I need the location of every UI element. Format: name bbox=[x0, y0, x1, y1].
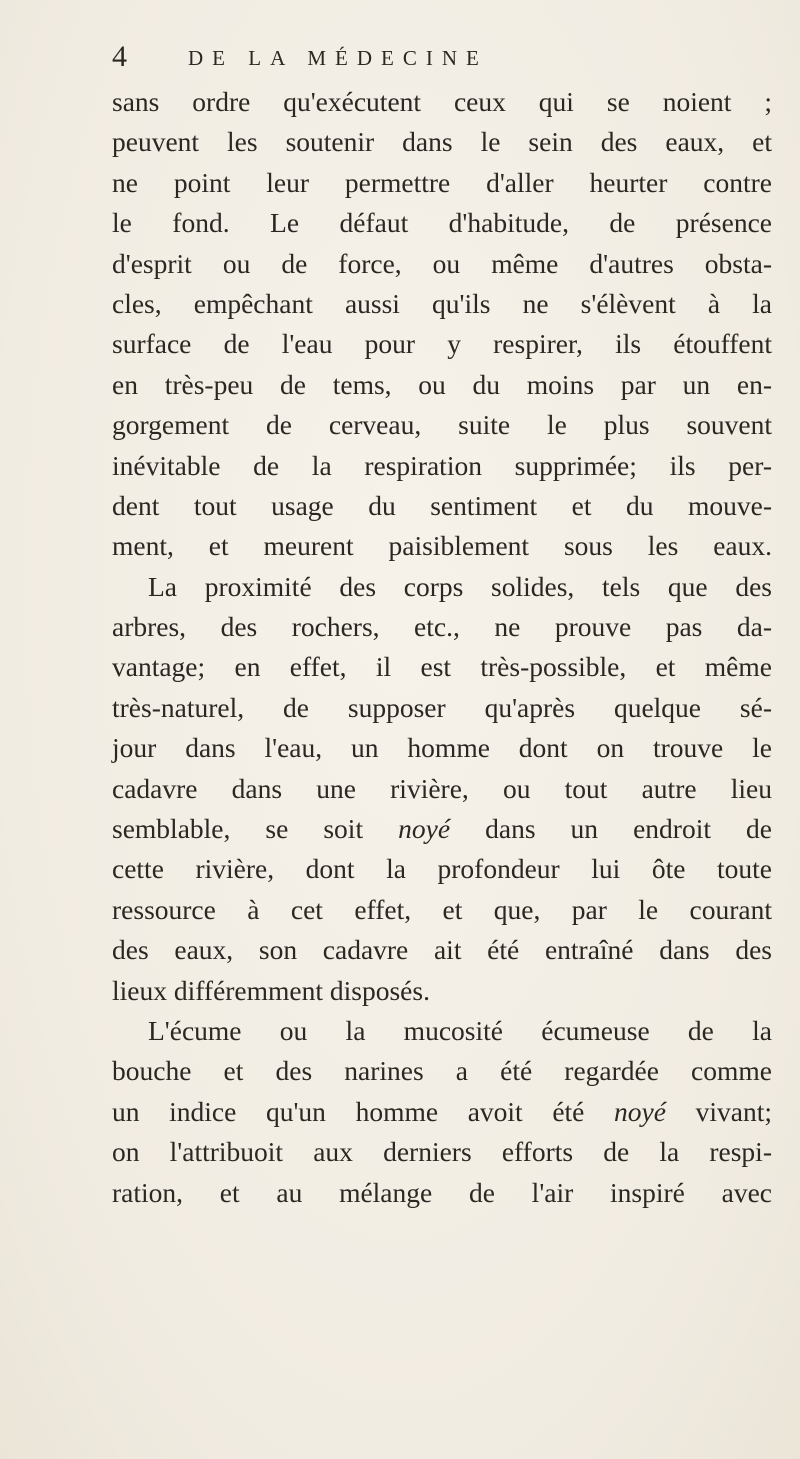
text-segment: semblable, se soit bbox=[112, 813, 364, 845]
text-line: très-naturel, de supposer qu'après quelque sé- bbox=[112, 691, 772, 723]
text-line: ressource à cet effet, et que, par le courant bbox=[112, 893, 772, 925]
text-line: cles, empêchant aussi qu'ils ne s'élèvent à la bbox=[112, 287, 772, 319]
running-head bbox=[112, 42, 772, 72]
paragraph-end-line: lieux différemment disposés. bbox=[112, 974, 430, 1006]
body-text bbox=[112, 82, 772, 1213]
text-line: inévitable de la respiration supprimée; ils per- bbox=[112, 449, 772, 481]
italic-word: noyé bbox=[614, 1095, 666, 1127]
text-line: ne point leur permettre d'aller heurter contre bbox=[112, 166, 772, 198]
text-line: d'esprit ou de force, ou même d'autres obsta- bbox=[112, 247, 772, 279]
text-line: le fond. Le défaut d'habitude, de présence bbox=[112, 207, 772, 239]
text-line-with-italic bbox=[112, 809, 772, 849]
text-line: surface de l'eau pour y respirer, ils étouffent bbox=[112, 328, 772, 360]
text-line: gorgement de cerveau, suite le plus souvent bbox=[112, 409, 772, 441]
paragraph-start-line: La proximité des corps solides, tels que des bbox=[148, 570, 772, 602]
text-line: cadavre dans une rivière, ou tout autre lieu bbox=[112, 772, 772, 804]
text-line: on l'attribuoit aux derniers efforts de la respi- bbox=[112, 1136, 772, 1168]
text-line: sans ordre qu'exécutent ceux qui se noient ; bbox=[112, 86, 772, 117]
italic-word: noyé bbox=[398, 813, 451, 845]
text-segment: un indice qu'un homme avoit été bbox=[112, 1095, 585, 1127]
text-segment: dans un endroit de bbox=[485, 813, 772, 845]
text-line: cette rivière, dont la profondeur lui ôte toute bbox=[112, 853, 772, 885]
text-line: dent tout usage du sentiment et du mouve- bbox=[112, 489, 772, 521]
running-title: DE LA MÉDECINE bbox=[188, 46, 488, 70]
text-line: des eaux, son cadavre ait été entraîné dans des bbox=[112, 934, 772, 966]
text-segment: vivant; bbox=[695, 1095, 773, 1127]
text-line: ration, et au mélange de l'air inspiré avec bbox=[112, 1176, 772, 1208]
text-line: vantage; en effet, il est très-possible, et même bbox=[112, 651, 772, 683]
paragraph-start-line: L'écume ou la mucosité écumeuse de la bbox=[148, 1014, 772, 1046]
text-line: en très-peu de tems, ou du moins par un en- bbox=[112, 368, 772, 400]
text-line: peuvent les soutenir dans le sein des eaux, et bbox=[112, 126, 772, 158]
text-line: bouche et des narines a été regardée comme bbox=[112, 1055, 772, 1087]
text-line: ment, et meurent paisiblement sous les eaux. bbox=[112, 530, 772, 562]
page-number: 4 bbox=[112, 40, 127, 73]
text-line: jour dans l'eau, un homme dont on trouve le bbox=[112, 732, 772, 764]
text-line: arbres, des rochers, etc., ne prouve pas da- bbox=[112, 611, 772, 643]
text-line-with-italic bbox=[112, 1092, 772, 1132]
